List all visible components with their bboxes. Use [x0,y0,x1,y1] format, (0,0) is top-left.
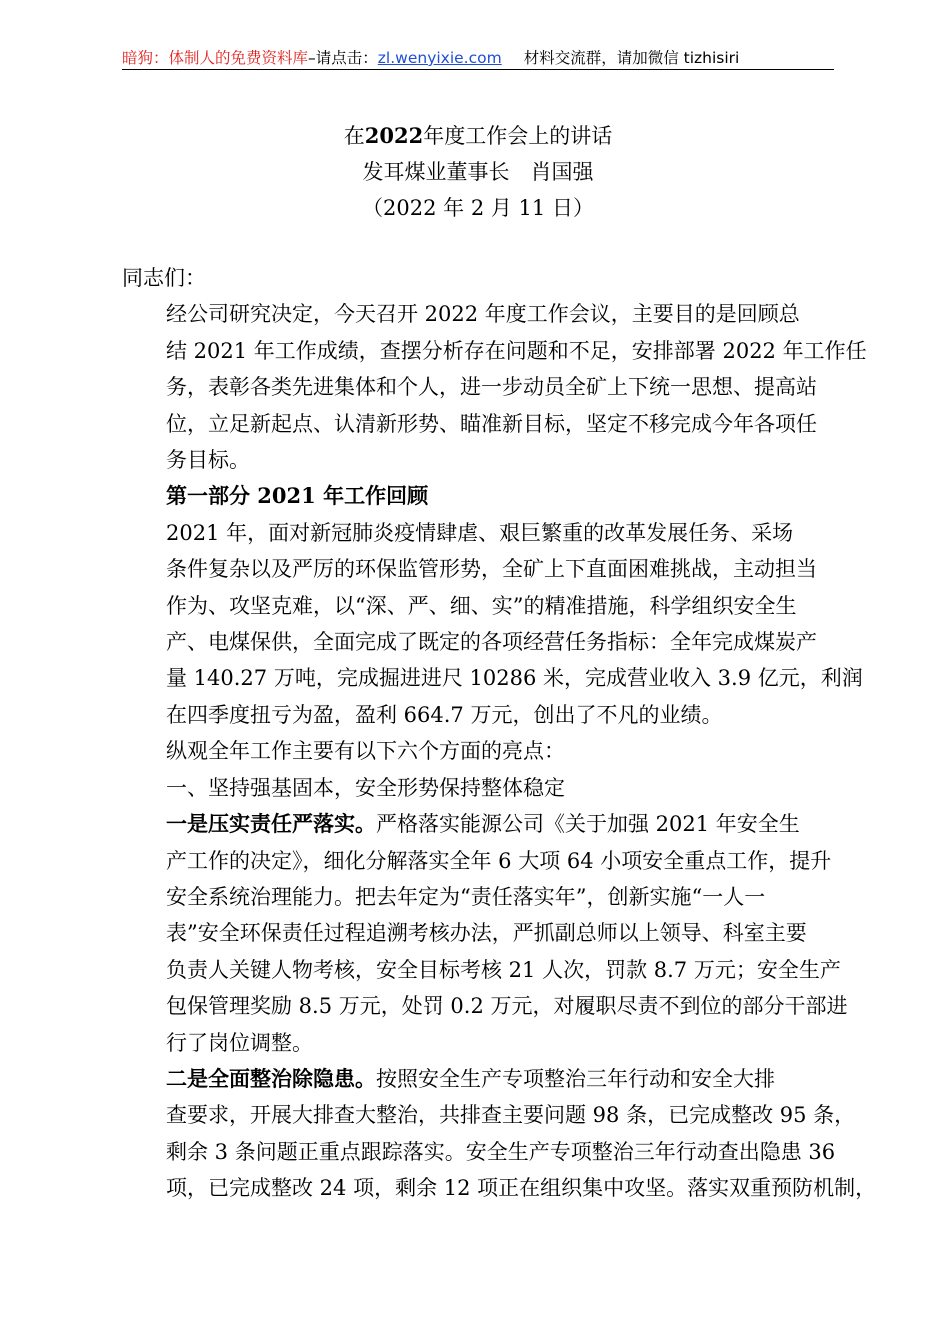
speech-title: 在2022年度工作会上的讲话 [343,123,613,148]
header-divider [122,69,834,70]
section-one-heading: 一、坚持强基固本，安全形势保持整体稳定 [166,775,565,800]
point-two-paragraph: 二是全面整治除隐患。按照安全生产专项整治三年行动和安全大排 查要求，开展大排查大整治，共排查主要问题 98 条，已完成整改 95 条， 剩余 3 条问题正重点跟踪落实。安全生产专项整治三年行动查出隐患 36 项，已完成整改 24 项，剩余 12 项正在组织集中攻坚。落实双重预防机制， [166,1066,877,1201]
greeting: 同志们： [122,266,206,290]
point-two-lead: 二是全面整治除隐患。 [166,1066,376,1091]
speaker-line: 发耳煤业董事长 肖国强 [362,160,594,184]
document-body [122,260,877,1207]
review-paragraph: 2021 年，面对新冠肺炎疫情肆虐、艰巨繁重的改革发展任务、采场 条件复杂以及严厉的环保监管形势，全矿上下直面困难挑战，主动担当 作为、攻坚克难，以“深、严、细、实”的精准措施，科学组织安全生 产、电煤保供，全面完成了既定的各项经营任务指标：全年完成煤炭产 量 140.27 万吨，完成掘进进尺 10286 米，完成营业收入 3.9 亿元，利润 在四季度扭亏为盈，盈利 664.7 万元，创出了不凡的业绩。 [166,520,863,727]
title-block [122,118,834,226]
intro-paragraph: 经公司研究决定，今天召开 2022 年度工作会议，主要目的是回顾总 结 2021 年工作成绩，查摆分析存在问题和不足，安排部署 2022 年工作任 务，表彰各类先进集体和个人，进一步动员全矿上下统一思想、提高站 位，立足新起点、认清新形势、瞄准新目标，坚定不移完成今年各项任 务目标。 [166,302,867,473]
page-header [122,46,834,70]
point-one-paragraph: 一是压实责任严落实。严格落实能源公司《关于加强 2021 年安全生 产工作的决定》，细化分解落实全年 6 大项 64 小项安全重点工作，提升 安全系统治理能力。把去年定为“责任落实年”，创新实施“一人一 表”安全环保责任过程追溯考核办法，严抓副总师以上领导、科室主要 负责人关键人物考核，安全目标考核 21 人次，罚款 8.7 万元；安全生产 包保管理奖励 8.5 万元，处罚 0.2 万元，对履职尽责不到位的部分干部进 行了岗位调整。 [166,812,848,1055]
point-one-lead: 一是压实责任严落实。 [166,812,376,837]
header-click-prompt: –请点击： [308,49,378,67]
header-wechat: 材料交流群，请加微信 tizhisiri [523,49,740,67]
header-promo: 暗狗：体制人的免费资料库 [122,49,309,67]
speech-date: （2022 年 2 月 11 日） [362,196,594,220]
part-one-heading: 第一部分 2021 年工作回顾 [166,483,429,509]
highlights-intro: 纵观全年工作主要有以下六个方面的亮点： [166,739,565,764]
header-link[interactable]: zl.wenyixie.com [377,49,502,67]
